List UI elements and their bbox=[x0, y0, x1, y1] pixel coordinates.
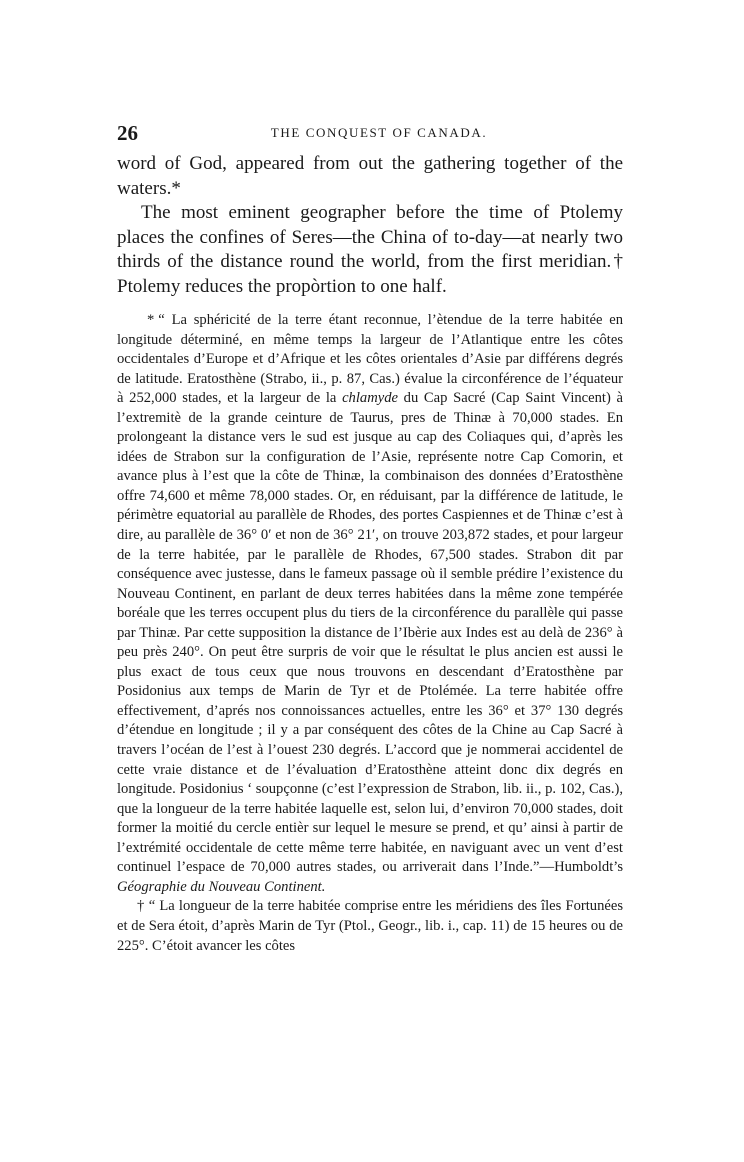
footnote-text: du Cap Sacré (Cap Saint Vincent) à l’extremitè de la grande ceinture de Taurus, pres de Thinæ à 70,000 stades. En prolongeant la distance vers le sud est jusque au cap des Coliaques qui, d’après les idées de Strabon sur la configuration de l’Asie, représente notre Cap Comorin, et avance plus à l’est que la côte de Thinæ, la combinaison des données d’Eratosthène offre 74,600 et même 78,000 stades. Or, en réduisant, par la différence de latitude, le périmètre equatorial au parallèle de Rhodes, des portes Caspiennes et de Thinæ c’est à dire, au parallèle de 36° 0′ et non de 36° 21′, on trouve 203,872 stades, et pour largeur de la terre habitée, par le parallèle de Rhodes, 67,500 stades. Strabon dit par conséquence avec justesse, dans le fameux passage où il semble prédire l’existence du Nouveau Continent, en parlant de deux terres habitées dans la même zone tempérée boréale que les terres occupent plus du tiers de la circonférence du parallèle qui passe par Thinæ. Par cette supposition la distance de l’Ibèrie aux Indes est au delà de 236° à peu près 240°. On peut être surpris de voir que le résultat le plus ancien est aussi le plus exact de tous ceux que nous trouvons en descendant d’Eratosthène par Posidonius aux temps de Marin de Tyr et de Ptolémée. La terre habitée offre effectivement, d’aprés nos connoissances actuelles, entre les 36° et 37° 130 degrés d’étendue en longitude ; il y a par conséquent des côtes de la Chine au Cap Sacré à travers l’océan de l’est à l’ouest 230 degrés. L’accord que je nommerai accidentel de cette vraie distance et de l’évaluation d’Eratosthène atteint donc dix degrés en longitude. Posidonius ‘ soupçonne (c’est l’expression de Strabon, lib. ii., p. 102, Cas.), que la longueur de la terre habitée laquelle est, selon lui, d’environ 70,000 stades, doit former la moitié du cercle entièr sur lequel le mesure se prend, et qu’ ainsi à partir de l’extrémité occidentale de cette même terre habitée, en naviguant avec un vent d’est continuel l’espace de 70,000 autres stades, ou arriverait dans l’Inde.”—Humboldt’s bbox=[117, 390, 623, 876]
footnotes bbox=[117, 311, 623, 956]
footnote bbox=[117, 311, 623, 897]
footnote bbox=[117, 897, 623, 956]
footnote-reference[interactable]: † bbox=[611, 251, 624, 272]
body-paragraph-text: word of God, appeared from out the gathering together of the waters. bbox=[117, 153, 623, 199]
footnote-marker: † bbox=[137, 898, 145, 915]
footnote-marker: * bbox=[147, 312, 155, 328]
footnote-text: “ La sphéricité de la terre étant reconnue, l’ètendue de la terre habitée en longitude déterminé, en même temps la largeur de l’Atlantique entre les côtes occidentales d’Europe et d’Afrique et les côtes orientales d’Asie par différens degrés de latitude. Eratosthène (Strabo, ii., p. 87, Cas.) évalue la circonférence de l’équateur à 252,000 stades, et la largeur de la bbox=[117, 312, 623, 407]
main-text bbox=[117, 152, 623, 299]
body-paragraph bbox=[117, 201, 623, 299]
body-paragraph-text: Ptolemy reduces the propòrtion to one half. bbox=[117, 275, 447, 297]
page-header bbox=[117, 120, 623, 146]
body-paragraph bbox=[117, 152, 623, 201]
book-title-citation: Géographie du Nouveau Continent. bbox=[117, 878, 326, 895]
footnote-text: “ La longueur de la terre habitée comprise entre les méridiens des îles Fortunées et de Sera étoit, d’après Marin de Tyr (Ptol., Geogr., lib. i., cap. 11) de 15 heures ou de 225°. C’étoit avancer les côtes bbox=[117, 898, 624, 954]
footnote-reference[interactable]: * bbox=[171, 177, 181, 199]
book-page bbox=[117, 120, 623, 956]
page-number: 26 bbox=[117, 121, 138, 145]
running-title: THE CONQUEST OF CANADA. bbox=[270, 125, 488, 140]
footnote-italic-text: chlamyde bbox=[342, 390, 398, 407]
body-paragraph-text: The most eminent geographer before the time of Ptolemy places the confines of Seres—the China of to-day—at nearly two thirds of the distance round the world, from the first meridian. bbox=[117, 202, 623, 272]
